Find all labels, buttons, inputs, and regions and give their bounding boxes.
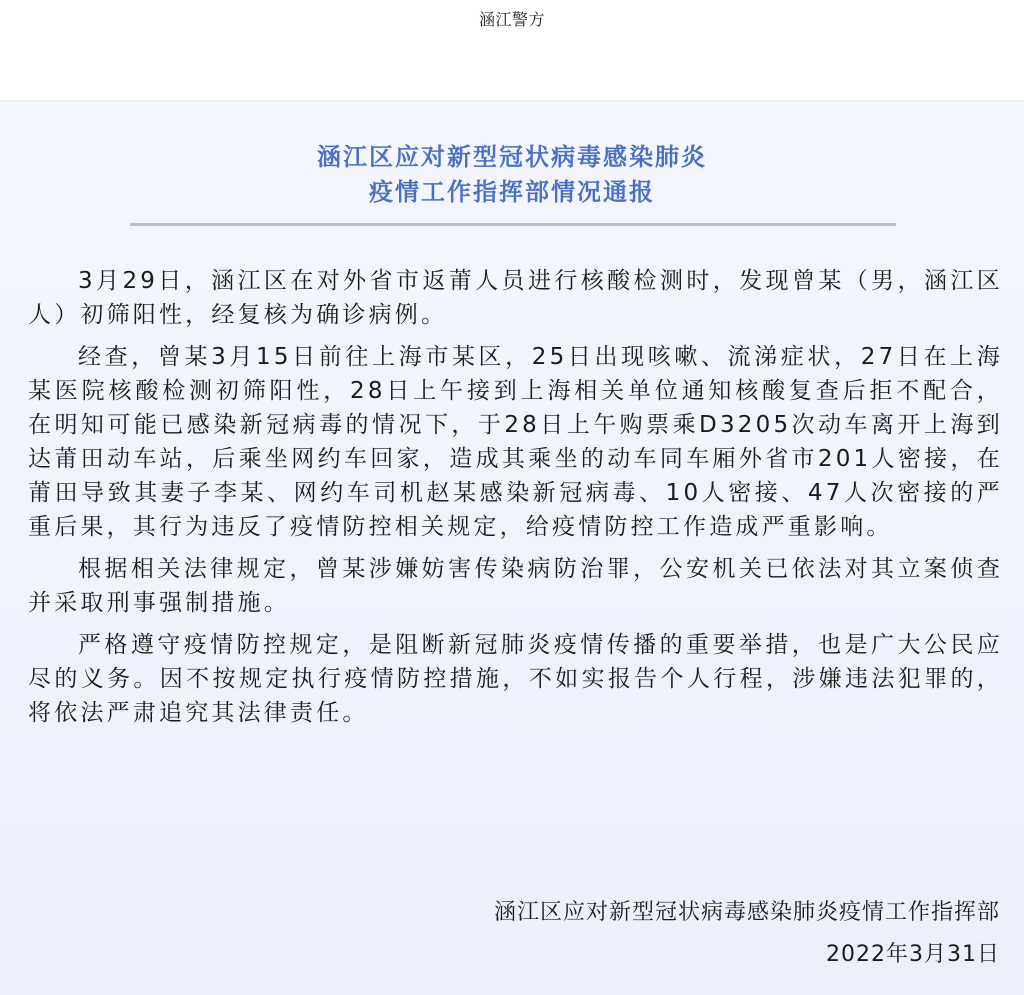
- account-name[interactable]: 涵江警方: [478, 10, 545, 29]
- notice-panel: [0, 100, 1024, 995]
- notice-title-line-2: 疫情工作指挥部情况通报: [369, 178, 655, 206]
- top-bar: [0, 0, 1024, 100]
- notice-body: [28, 264, 1003, 738]
- signature-date: 2022年3月31日: [826, 942, 1000, 967]
- paragraph-investigation: 经查，曾某3月15日前往上海市某区，25日出现咳嗽、流涕症状，27日在上海某医院核酸检测初筛阳性，28日上午接到上海相关单位通知核酸复查后拒不配合，在明知可能已感染新冠病毒的情况下，于28日上午购票乘D3205次动车离开上海到达莆田动车站，后乘坐网约车回家，造成其乘坐的动车同车厢外省市201人密接，在莆田导致其妻子李某、网约车司机赵某感染新冠病毒、10人密接、47人次密接的严重后果，其行为违反了疫情防控相关规定，给疫情防控工作造成严重影响。: [28, 344, 1003, 540]
- notice-title: [0, 140, 1024, 210]
- title-divider: [130, 223, 896, 226]
- paragraph-case-found: 3月29日，涵江区在对外省市返莆人员进行核酸检测时，发现曾某（男，涵江区人）初筛阳性，经复核为确诊病例。: [28, 268, 1003, 328]
- signature-block: [494, 892, 1000, 976]
- paragraph-warning: 严格遵守疫情防控规定，是阻断新冠肺炎疫情传播的重要举措，也是广大公民应尽的义务。因不按规定执行疫情防控措施，不如实报告个人行程，涉嫌违法犯罪的，将依法严肃追究其法律责任。: [28, 632, 1003, 726]
- signature-org: 涵江区应对新型冠状病毒感染肺炎疫情工作指挥部: [493, 900, 1000, 925]
- paragraph-legal-action: 根据相关法律规定，曾某涉嫌妨害传染病防治罪，公安机关已依法对其立案侦查并采取刑事强制措施。: [28, 556, 1003, 616]
- notice-title-line-1: 涵江区应对新型冠状病毒感染肺炎: [317, 143, 707, 171]
